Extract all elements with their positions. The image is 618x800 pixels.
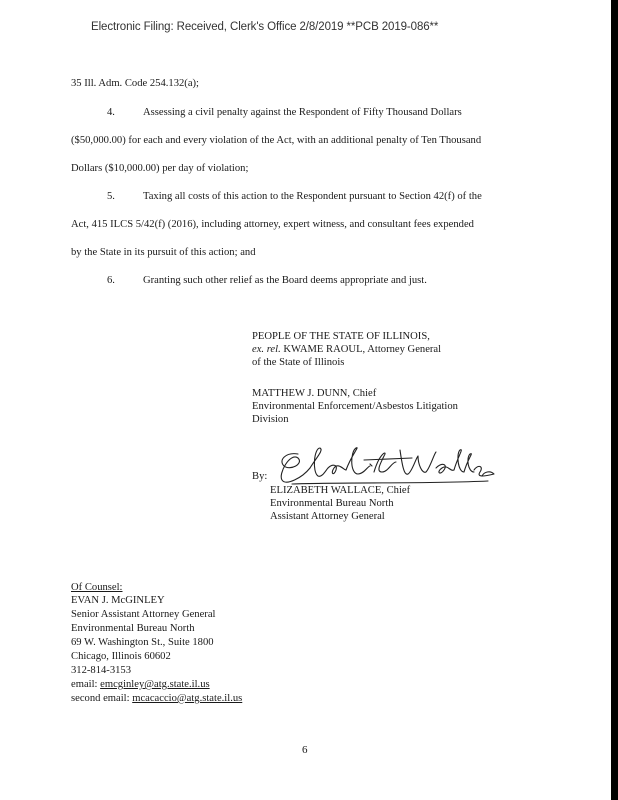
chief-name: MATTHEW J. DUNN, Chief [252, 388, 377, 399]
counsel-heading: Of Counsel: [71, 582, 123, 593]
body-line: ($50,000.00) for each and every violation of the Act, with an additional penalty of Ten Thousand [71, 135, 482, 146]
division-line: Division [252, 414, 289, 425]
counsel-phone: 312-814-3153 [71, 665, 132, 676]
division-line: Environmental Enforcement/Asbestos Litigation [252, 401, 458, 412]
signer-title: Assistant Attorney General [270, 511, 385, 522]
body-line: Assessing a civil penalty against the Respondent of Fifty Thousand Dollars [143, 107, 462, 118]
ex-rel-line [252, 343, 441, 356]
handwritten-signature [272, 444, 497, 488]
body-line: 35 Ill. Adm. Code 254.132(a); [71, 78, 199, 89]
second-email-link[interactable]: mcacaccio@atg.state.il.us [132, 693, 243, 704]
by-label: By: [252, 471, 268, 482]
counsel-name: EVAN J. McGINLEY [71, 595, 165, 606]
of-state-line: of the State of Illinois [252, 357, 345, 368]
page-number: 6 [302, 744, 308, 756]
counsel-address: Chicago, Illinois 60602 [71, 651, 171, 662]
signer-bureau: Environmental Bureau North [270, 498, 394, 509]
counsel-bureau: Environmental Bureau North [71, 623, 195, 634]
second-email-label: second email: [71, 693, 133, 704]
filing-stamp-header: Electronic Filing: Received, Clerk's Office 2/8/2019 **PCB 2019-086** [91, 21, 439, 33]
ex-rel-prefix: ex. rel. [252, 344, 281, 355]
body-line: Granting such other relief as the Board deems appropriate and just. [143, 275, 427, 286]
item-number: 5. [107, 191, 115, 202]
counsel-title: Senior Assistant Attorney General [71, 609, 216, 620]
item-number: 6. [107, 275, 115, 286]
party-name: PEOPLE OF THE STATE OF ILLINOIS, [252, 331, 430, 342]
counsel-address: 69 W. Washington St., Suite 1800 [71, 637, 214, 648]
body-line: Dollars ($10,000.00) per day of violation; [71, 163, 249, 174]
email-link[interactable]: emcginley@atg.state.il.us [100, 679, 210, 690]
counsel-email-line [71, 678, 210, 691]
signer-name: ELIZABETH WALLACE, Chief [270, 485, 411, 496]
email-label: email: [71, 679, 101, 690]
body-line: Taxing all costs of this action to the Respondent pursuant to Section 42(f) of the [143, 191, 482, 202]
body-line: by the State in its pursuit of this action; and [71, 247, 256, 258]
scan-edge [611, 0, 618, 800]
counsel-second-email-line [71, 692, 242, 705]
ex-rel-rest: KWAME RAOUL, Attorney General [280, 344, 442, 355]
item-number: 4. [107, 107, 115, 118]
body-line: Act, 415 ILCS 5/42(f) (2016), including attorney, expert witness, and consultant fees expended [71, 219, 474, 230]
